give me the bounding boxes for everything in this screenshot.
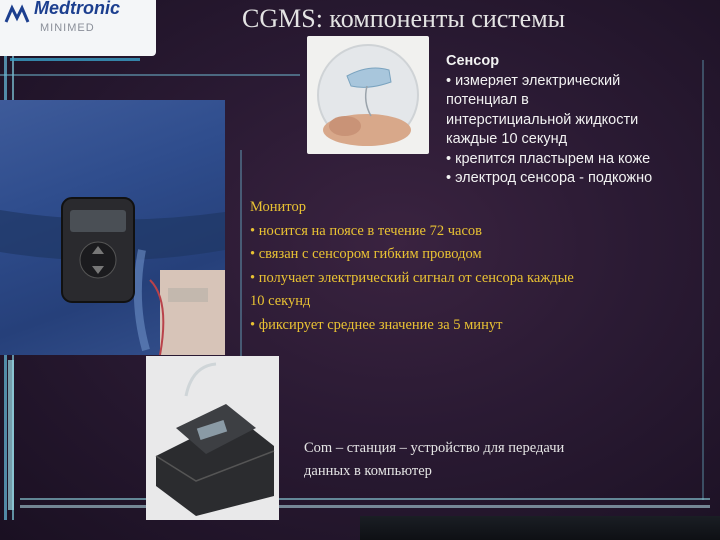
com-station-photo [146,356,279,520]
monitor-line: • получает электрический сигнал от сенсора каждые [250,269,574,286]
logo-brand: Medtronic [34,0,121,18]
com-line: данных в компьютер [304,463,432,479]
com-line: Com – станция – устройство для передачи [304,440,565,456]
monitor-line: 10 секунд [250,293,311,309]
monitor-line: • связан с сенсором гибким проводом [250,246,482,262]
logo-sub: MINIMED [40,22,95,34]
stripe-center-v [240,150,242,360]
projector-bottom-edge [360,516,720,540]
stripe-top [10,58,140,61]
stripe-top-2 [0,74,300,76]
monitor-description [250,196,710,337]
monitor-heading: Монитор [250,199,306,215]
monitor-line: • фиксирует среднее значение за 5 минут [250,316,503,333]
sensor-heading: Сенсор [446,53,500,69]
com-station-description [304,437,704,483]
sensor-photo [307,36,429,154]
sensor-line: • крепится пластырем на коже [446,150,651,167]
sensor-line: • электрод сенсора - подкожно [446,170,653,186]
sensor-line: интерстициальной жидкости [446,111,639,128]
sensor-line: потенциал в [446,92,529,108]
stripe-bottom-1 [20,498,710,500]
monitor-belt-photo [0,100,225,355]
sensor-line: • измеряет электрический [446,72,621,89]
sensor-description [446,52,716,189]
logo-panel [0,0,156,56]
slide-title: CGMS: компоненты системы [242,4,566,33]
stripe-bottom-2 [20,505,710,508]
monitor-line: • носится на поясе в течение 72 часов [250,222,482,239]
medtronic-logo-icon [4,4,30,26]
sensor-line: каждые 10 секунд [446,131,568,147]
stripe-left-3 [8,360,14,510]
